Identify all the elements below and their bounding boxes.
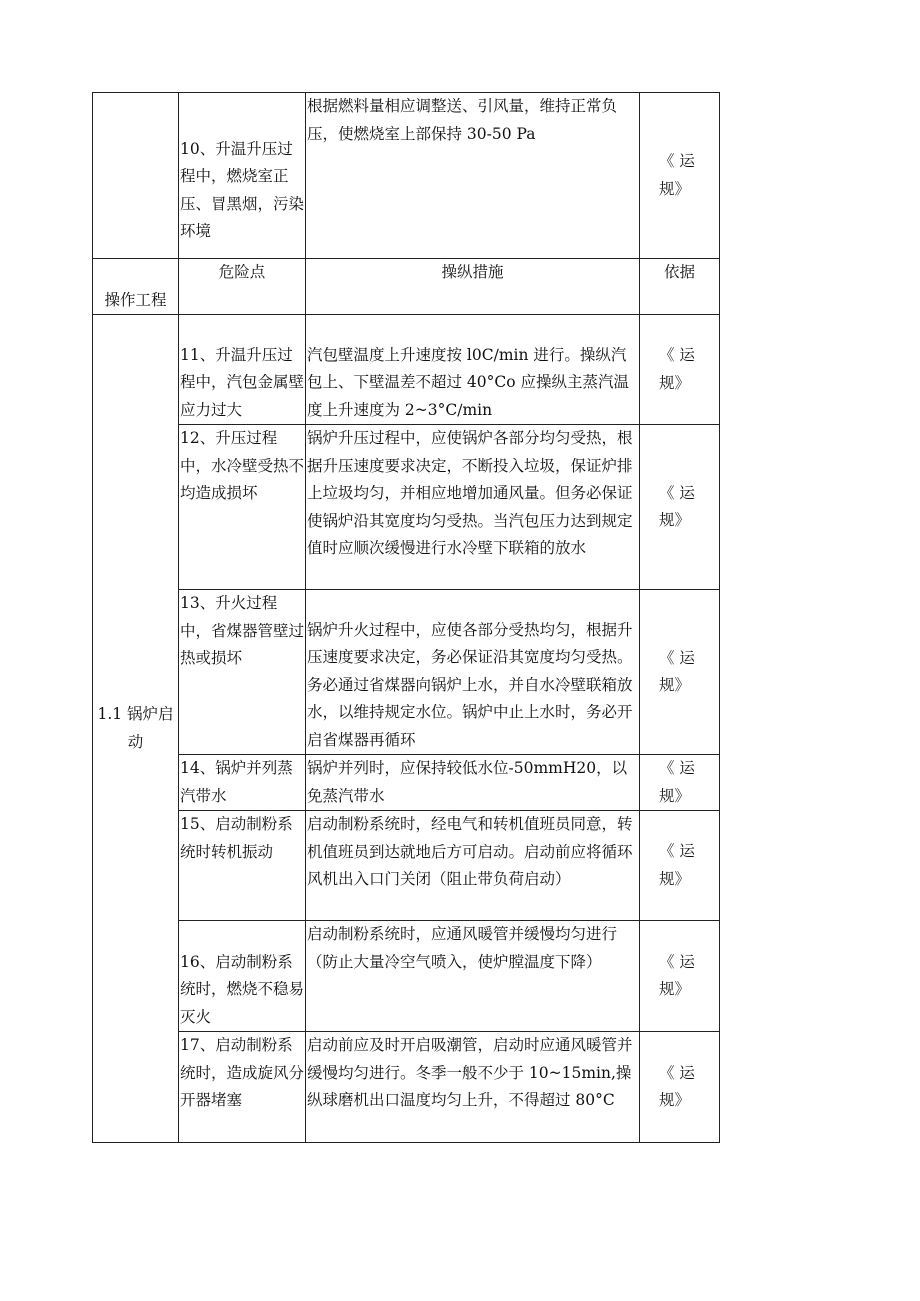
- basis-text: 《 运规》: [659, 1063, 695, 1109]
- table-row: [93, 921, 720, 1032]
- table-row: [93, 315, 720, 425]
- measures-cell: [306, 1032, 640, 1143]
- risk-text: 11、升温升压过程中，汽包金属壁应力过大: [180, 345, 305, 419]
- risk-cell: [179, 811, 306, 921]
- header-engineering: 操作工程: [93, 259, 179, 315]
- risk-text: 17、启动制粉系统时，造成旋风分开器堵塞: [180, 1036, 305, 1109]
- basis-text: 《 运规》: [659, 483, 695, 529]
- measures-text: 启动制粉系统时，应通风暖管并缓慢均匀进行（防止大量冷空气喷入，使炉膛温度下降）: [307, 925, 618, 971]
- measures-text: 锅炉升压过程中，应使锅炉各部分均匀受热，根据升压速度要求决定，不断投入垃圾，保证炉排上垃圾均匀，并相应地增加通风量。但务必保证使锅炉沿其宽度均匀受热。当汽包压力达到规定值时应顺次缓慢进行水冷壁下联箱的放水: [307, 429, 633, 557]
- measures-text: 锅炉并列时，应保持较低水位-50mmH20，以免蒸汽带水: [307, 759, 628, 805]
- table-row: [93, 755, 720, 811]
- table-row: [93, 93, 720, 259]
- measures-cell: [306, 425, 640, 590]
- basis-cell: [640, 93, 720, 259]
- basis-cell: [640, 755, 720, 811]
- risk-cell: [179, 425, 306, 590]
- measures-cell: [306, 921, 640, 1032]
- section-label-cell: [93, 315, 179, 1143]
- basis-cell: [640, 590, 720, 755]
- risk-cell: [179, 1032, 306, 1143]
- risk-text: 13、升火过程中，省煤器管壁过热或损坏: [180, 594, 305, 667]
- basis-text: 《 运规》: [659, 152, 695, 198]
- measures-text: 根据燃料量相应调整送、引风量，维持正常负压，使燃烧室上部保持 30-50 Pa: [307, 97, 618, 143]
- basis-text: 《 运规》: [659, 952, 695, 998]
- basis-cell: [640, 921, 720, 1032]
- risk-cell: [179, 755, 306, 811]
- measures-cell: [306, 590, 640, 755]
- table-row: [93, 1032, 720, 1143]
- risk-cell: [179, 93, 306, 259]
- header-basis: 依据: [640, 259, 720, 315]
- measures-text: 汽包壁温度上升速度按 l0C∕min 进行。操纵汽包上、下壁温差不超过 40°Co 应操纵主蒸汽温度上升速度为 2~3°C∕min: [307, 345, 630, 419]
- table-row: [93, 590, 720, 755]
- table-header-row: [93, 259, 720, 315]
- risk-cell: [179, 921, 306, 1032]
- basis-text: 《 运规》: [659, 842, 695, 888]
- basis-text: 《 运规》: [659, 759, 695, 805]
- header-measures: 操纵措施: [306, 259, 640, 315]
- risk-control-table: [92, 92, 720, 1143]
- basis-cell: [640, 811, 720, 921]
- basis-cell: [640, 425, 720, 590]
- risk-text: 15、启动制粉系统时转机振动: [180, 815, 293, 861]
- measures-cell: [306, 811, 640, 921]
- measures-cell: [306, 93, 640, 259]
- basis-text: 《 运规》: [659, 346, 695, 392]
- table-row: [93, 425, 720, 590]
- risk-text: 10、升温升压过程中，燃烧室正压、冒黑烟，污染环境: [180, 139, 305, 240]
- measures-cell: [306, 755, 640, 811]
- risk-cell: [179, 590, 306, 755]
- section-label: 1.1 锅炉启动: [97, 705, 174, 751]
- table-row: [93, 811, 720, 921]
- risk-cell: [179, 315, 306, 425]
- basis-cell: [640, 1032, 720, 1143]
- measures-text: 启动前应及时开启吸潮管，启动时应通风暖管并缓慢均匀进行。冬季一般不少于 10~15min,操纵球磨机出口温度均匀上升，不得超过 80°C: [307, 1036, 633, 1109]
- basis-cell: [640, 315, 720, 425]
- engineering-cell-empty: [93, 93, 179, 259]
- measures-cell: [306, 315, 640, 425]
- risk-text: 16、启动制粉系统时，燃烧不稳易灭火: [180, 952, 305, 1026]
- header-risk: 危险点: [179, 259, 306, 315]
- basis-text: 《 运规》: [659, 648, 695, 694]
- risk-text: 14、锅炉并列蒸汽带水: [180, 759, 293, 805]
- risk-text: 12、升压过程中，水冷壁受热不均造成损坏: [180, 429, 305, 502]
- measures-text: 启动制粉系统时，经电气和转机值班员同意，转机值班员到达就地后方可启动。启动前应将循环风机出入口门关闭（阻止带负荷启动）: [307, 815, 633, 888]
- measures-text: 锅炉升火过程中，应使各部分受热均匀，根据升压速度要求决定，务必保证沿其宽度均匀受热。务必通过省煤器向锅炉上水，并自水冷壁联箱放水，以维持规定水位。锅炉中止上水时，务必开启省煤器再循环: [307, 620, 633, 749]
